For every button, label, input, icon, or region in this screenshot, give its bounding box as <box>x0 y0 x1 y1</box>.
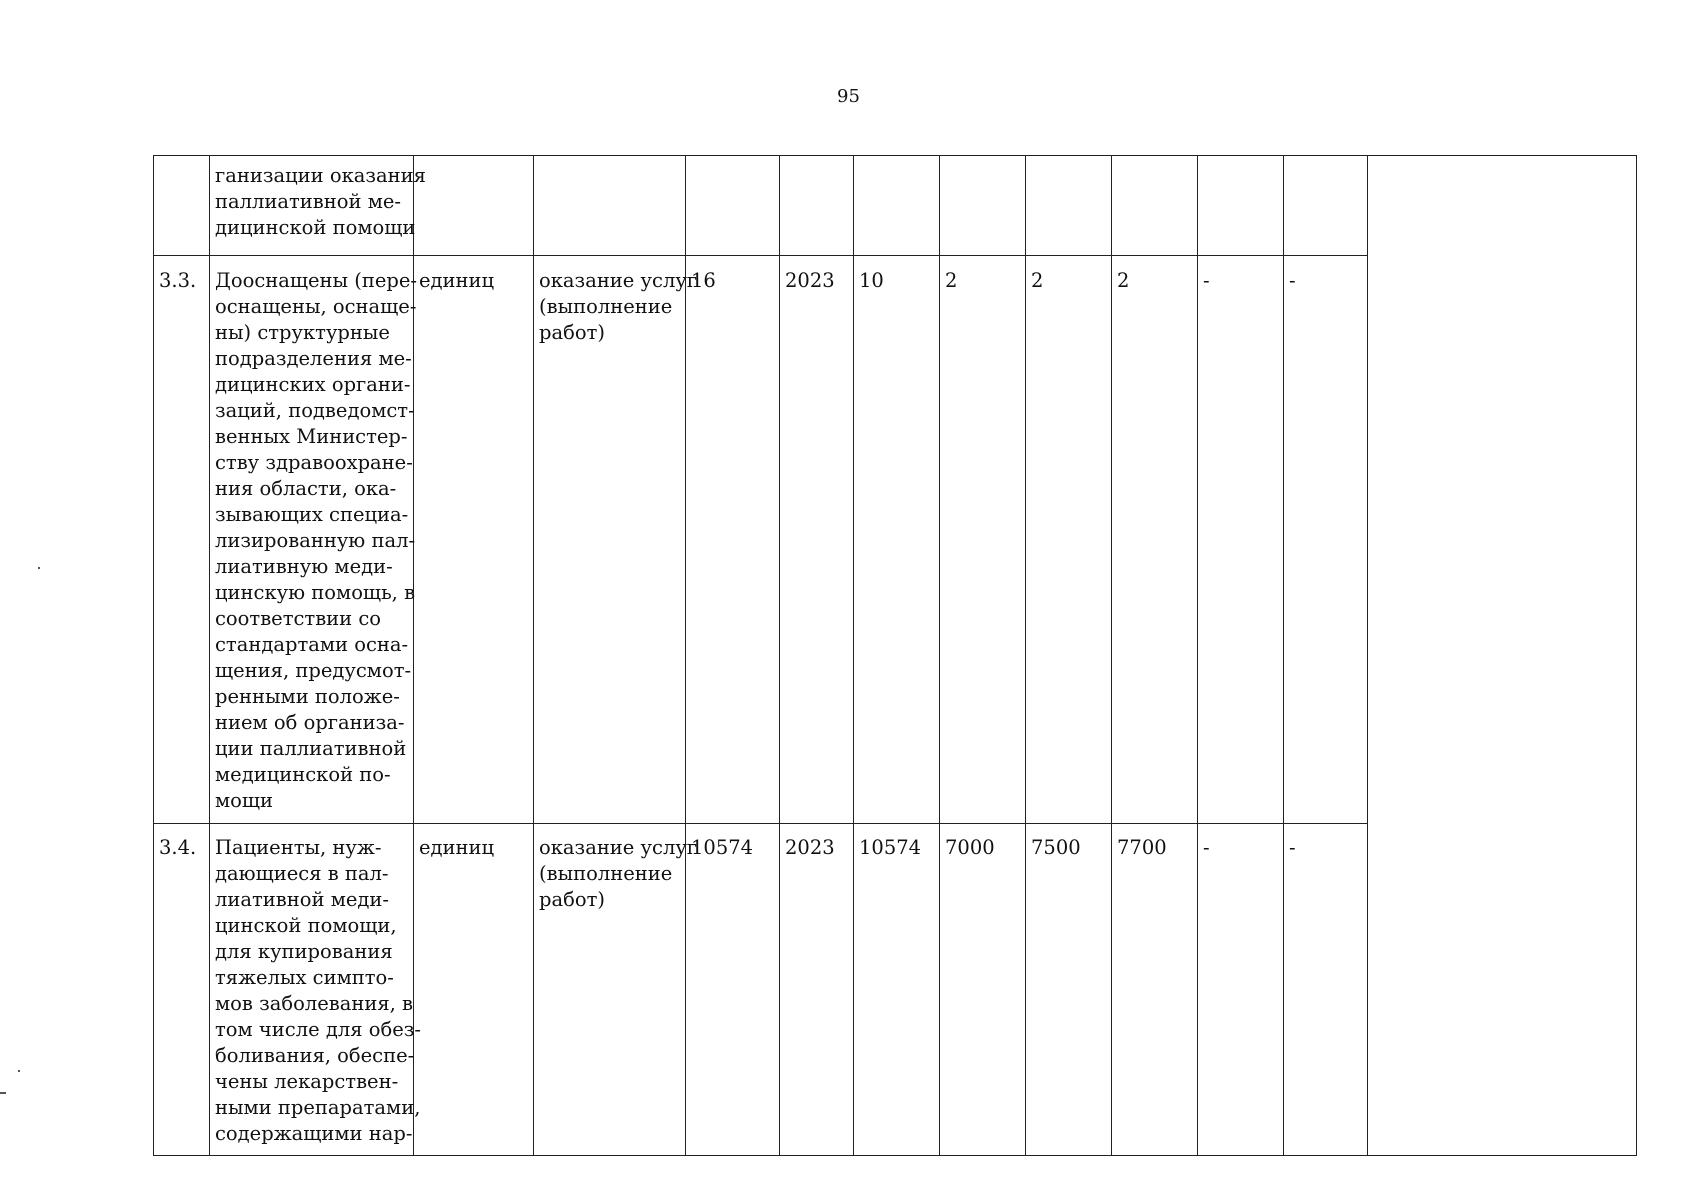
year-value: - <box>1289 269 1296 292</box>
indicator-name: Дооснащены (пере- оснащены, оснаще- ны) структурные подразделения ме- дицинских органи- заций, подведомст- венных Министер- ству здравоохране- ния области, ока- зывающих специа- лизированную пал- лиативную меди- цинскую помощь, в соответствии со стандартами осна- щения, предусмот- ренными положе- нием об организа- ции паллиативной медицинской по- мощи <box>215 269 418 812</box>
table-border-top <box>153 155 1637 156</box>
row-divider <box>153 255 1367 256</box>
year-value: - <box>1203 269 1210 292</box>
column-divider <box>1197 155 1198 1156</box>
base-year: 2023 <box>785 269 835 292</box>
row-divider <box>153 823 1367 824</box>
table-border-left <box>153 155 154 1156</box>
indicator-type: оказание услуг (выполнение работ) <box>539 269 698 344</box>
unit-of-measure: единиц <box>419 269 495 292</box>
base-value: 16 <box>691 269 716 292</box>
year-value: 2 <box>945 269 958 292</box>
table-border-bottom <box>153 1155 1637 1156</box>
year-value: 2 <box>1031 269 1044 292</box>
column-divider <box>1283 155 1284 1156</box>
page-number: 95 <box>837 86 860 107</box>
scan-speck <box>18 1070 20 1072</box>
indicator-name: Пациенты, нуж- дающиеся в пал- лиативной меди- цинской помощи, для купирования тяжелых симпто- мов заболевания, в том числе для обез- боливания, обеспе- чены лекарствен- ными препаратами, содержащими нар- <box>215 836 421 1145</box>
table-border-right <box>1636 155 1637 1156</box>
year-value: 10574 <box>859 836 922 859</box>
row-number: 3.4. <box>159 836 197 859</box>
year-value: 2 <box>1117 269 1130 292</box>
column-divider <box>939 155 940 1156</box>
row-number: 3.3. <box>159 269 197 292</box>
column-divider <box>779 155 780 1156</box>
base-value: 10574 <box>691 836 754 859</box>
scan-speck <box>38 567 40 569</box>
unit-of-measure: единиц <box>419 836 495 859</box>
column-divider <box>533 155 534 1156</box>
year-value: 10 <box>859 269 884 292</box>
column-divider <box>1025 155 1026 1156</box>
year-value: 7700 <box>1117 836 1167 859</box>
column-divider <box>1367 155 1368 1156</box>
column-divider <box>1111 155 1112 1156</box>
year-value: 7500 <box>1031 836 1081 859</box>
column-divider <box>853 155 854 1156</box>
column-divider <box>209 155 210 1156</box>
year-value: 7000 <box>945 836 995 859</box>
year-value: - <box>1203 836 1210 859</box>
scan-speck <box>0 1092 6 1094</box>
indicators-table <box>153 155 1637 1156</box>
indicator-type: оказание услуг (выполнение работ) <box>539 836 698 911</box>
indicator-name: ганизации оказания паллиативной ме- дицинской помощи <box>215 164 426 239</box>
year-value: - <box>1289 836 1296 859</box>
base-year: 2023 <box>785 836 835 859</box>
